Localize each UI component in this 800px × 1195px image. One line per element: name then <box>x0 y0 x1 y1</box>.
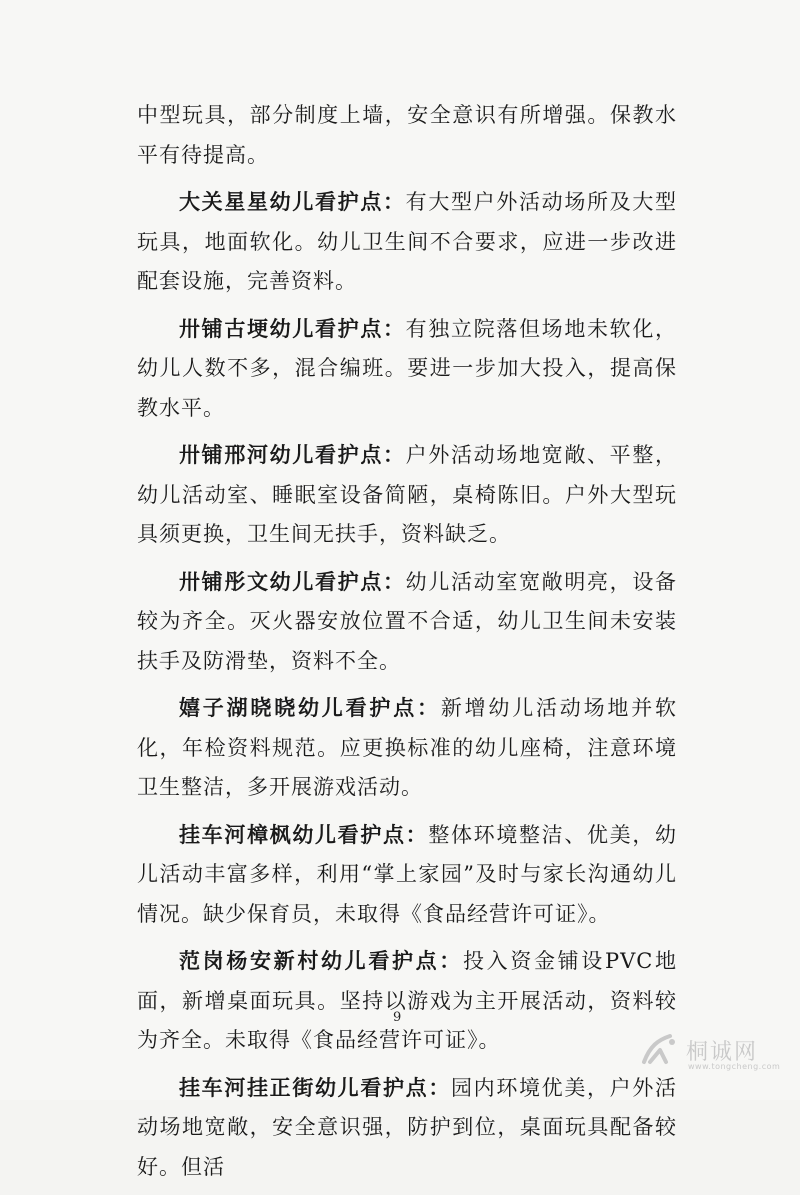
paragraph <box>137 183 677 302</box>
paragraph-text: 园内环境优美，户外活动场地宽敞，安全意识强，防护到位，桌面玩具配备较好。但活 <box>137 1075 677 1179</box>
watermark-logo-icon <box>640 1032 680 1068</box>
paragraph-text: 有大型户外活动场所及大型玩具，地面软化。幼儿卫生间不合要求，应进一步改进配套设施，完善资料。 <box>137 190 678 293</box>
paragraph-lead: 挂车河樟枫幼儿看护点： <box>179 822 429 847</box>
watermark <box>640 1032 781 1071</box>
paragraph <box>137 816 677 935</box>
paragraph-text: 新增幼儿活动场地并软化，年检资料规范。应更换标准的幼儿座椅，注意环境卫生整洁，多开展游戏活动。 <box>137 696 678 799</box>
paragraph-text: 有独立院落但场地未软化，幼儿人数不多，混合编班。要进一步加大投入，提高保教水平。 <box>137 316 678 420</box>
paragraph-lead: 挂车河挂正街幼儿看护点： <box>179 1075 451 1100</box>
paragraph-lead: 大关星星幼儿看护点： <box>179 190 406 214</box>
paragraph-text: 户外活动场地宽敞、平整，幼儿活动室、睡眠室设备简陋，桌椅陈旧。户外大型玩具须更换，卫生间无扶手，资料缺乏。 <box>137 443 678 546</box>
paragraph <box>137 436 677 555</box>
paragraph <box>137 563 677 682</box>
paragraph-lead: 范岗杨安新村幼儿看护点： <box>179 949 463 973</box>
document-body <box>137 96 677 1195</box>
paragraph <box>137 310 677 429</box>
paragraph-text: 中型玩具，部分制度上墙，安全意识有所增强。保教水平有待提高。 <box>137 103 677 167</box>
paragraph-lead: 卅铺古埂幼儿看护点： <box>179 316 406 341</box>
watermark-text: 桐诚网 <box>686 1039 759 1065</box>
page-number: 9 <box>393 1010 402 1025</box>
paragraph <box>137 942 677 1061</box>
watermark-url: www.tongcheng.com <box>688 1062 781 1071</box>
paragraph-lead: 卅铺邢河幼儿看护点： <box>179 443 406 467</box>
paragraph-text: 幼儿活动室宽敞明亮，设备较为齐全。灭火器安放位置不合适，幼儿卫生间未安装扶手及防滑垫，资料不全。 <box>137 569 678 673</box>
paragraph <box>137 1069 677 1188</box>
paragraph <box>137 96 677 175</box>
paragraph-lead: 卅铺彤文幼儿看护点： <box>179 569 406 594</box>
paragraph-lead: 嬉子湖晓晓幼儿看护点： <box>179 696 441 720</box>
paragraph <box>137 689 677 808</box>
paragraph-text: 整体环境整洁、优美，幼儿活动丰富多样，利用“掌上家园”及时与家长沟通幼儿情况。缺少保育员，未取得《食品经营许可证》。 <box>137 822 678 926</box>
paragraph-text: 投入资金铺设PVC地面，新增桌面玩具。坚持以游戏为主开展活动，资料较为齐全。未取得《食品经营许可证》。 <box>137 949 677 1052</box>
